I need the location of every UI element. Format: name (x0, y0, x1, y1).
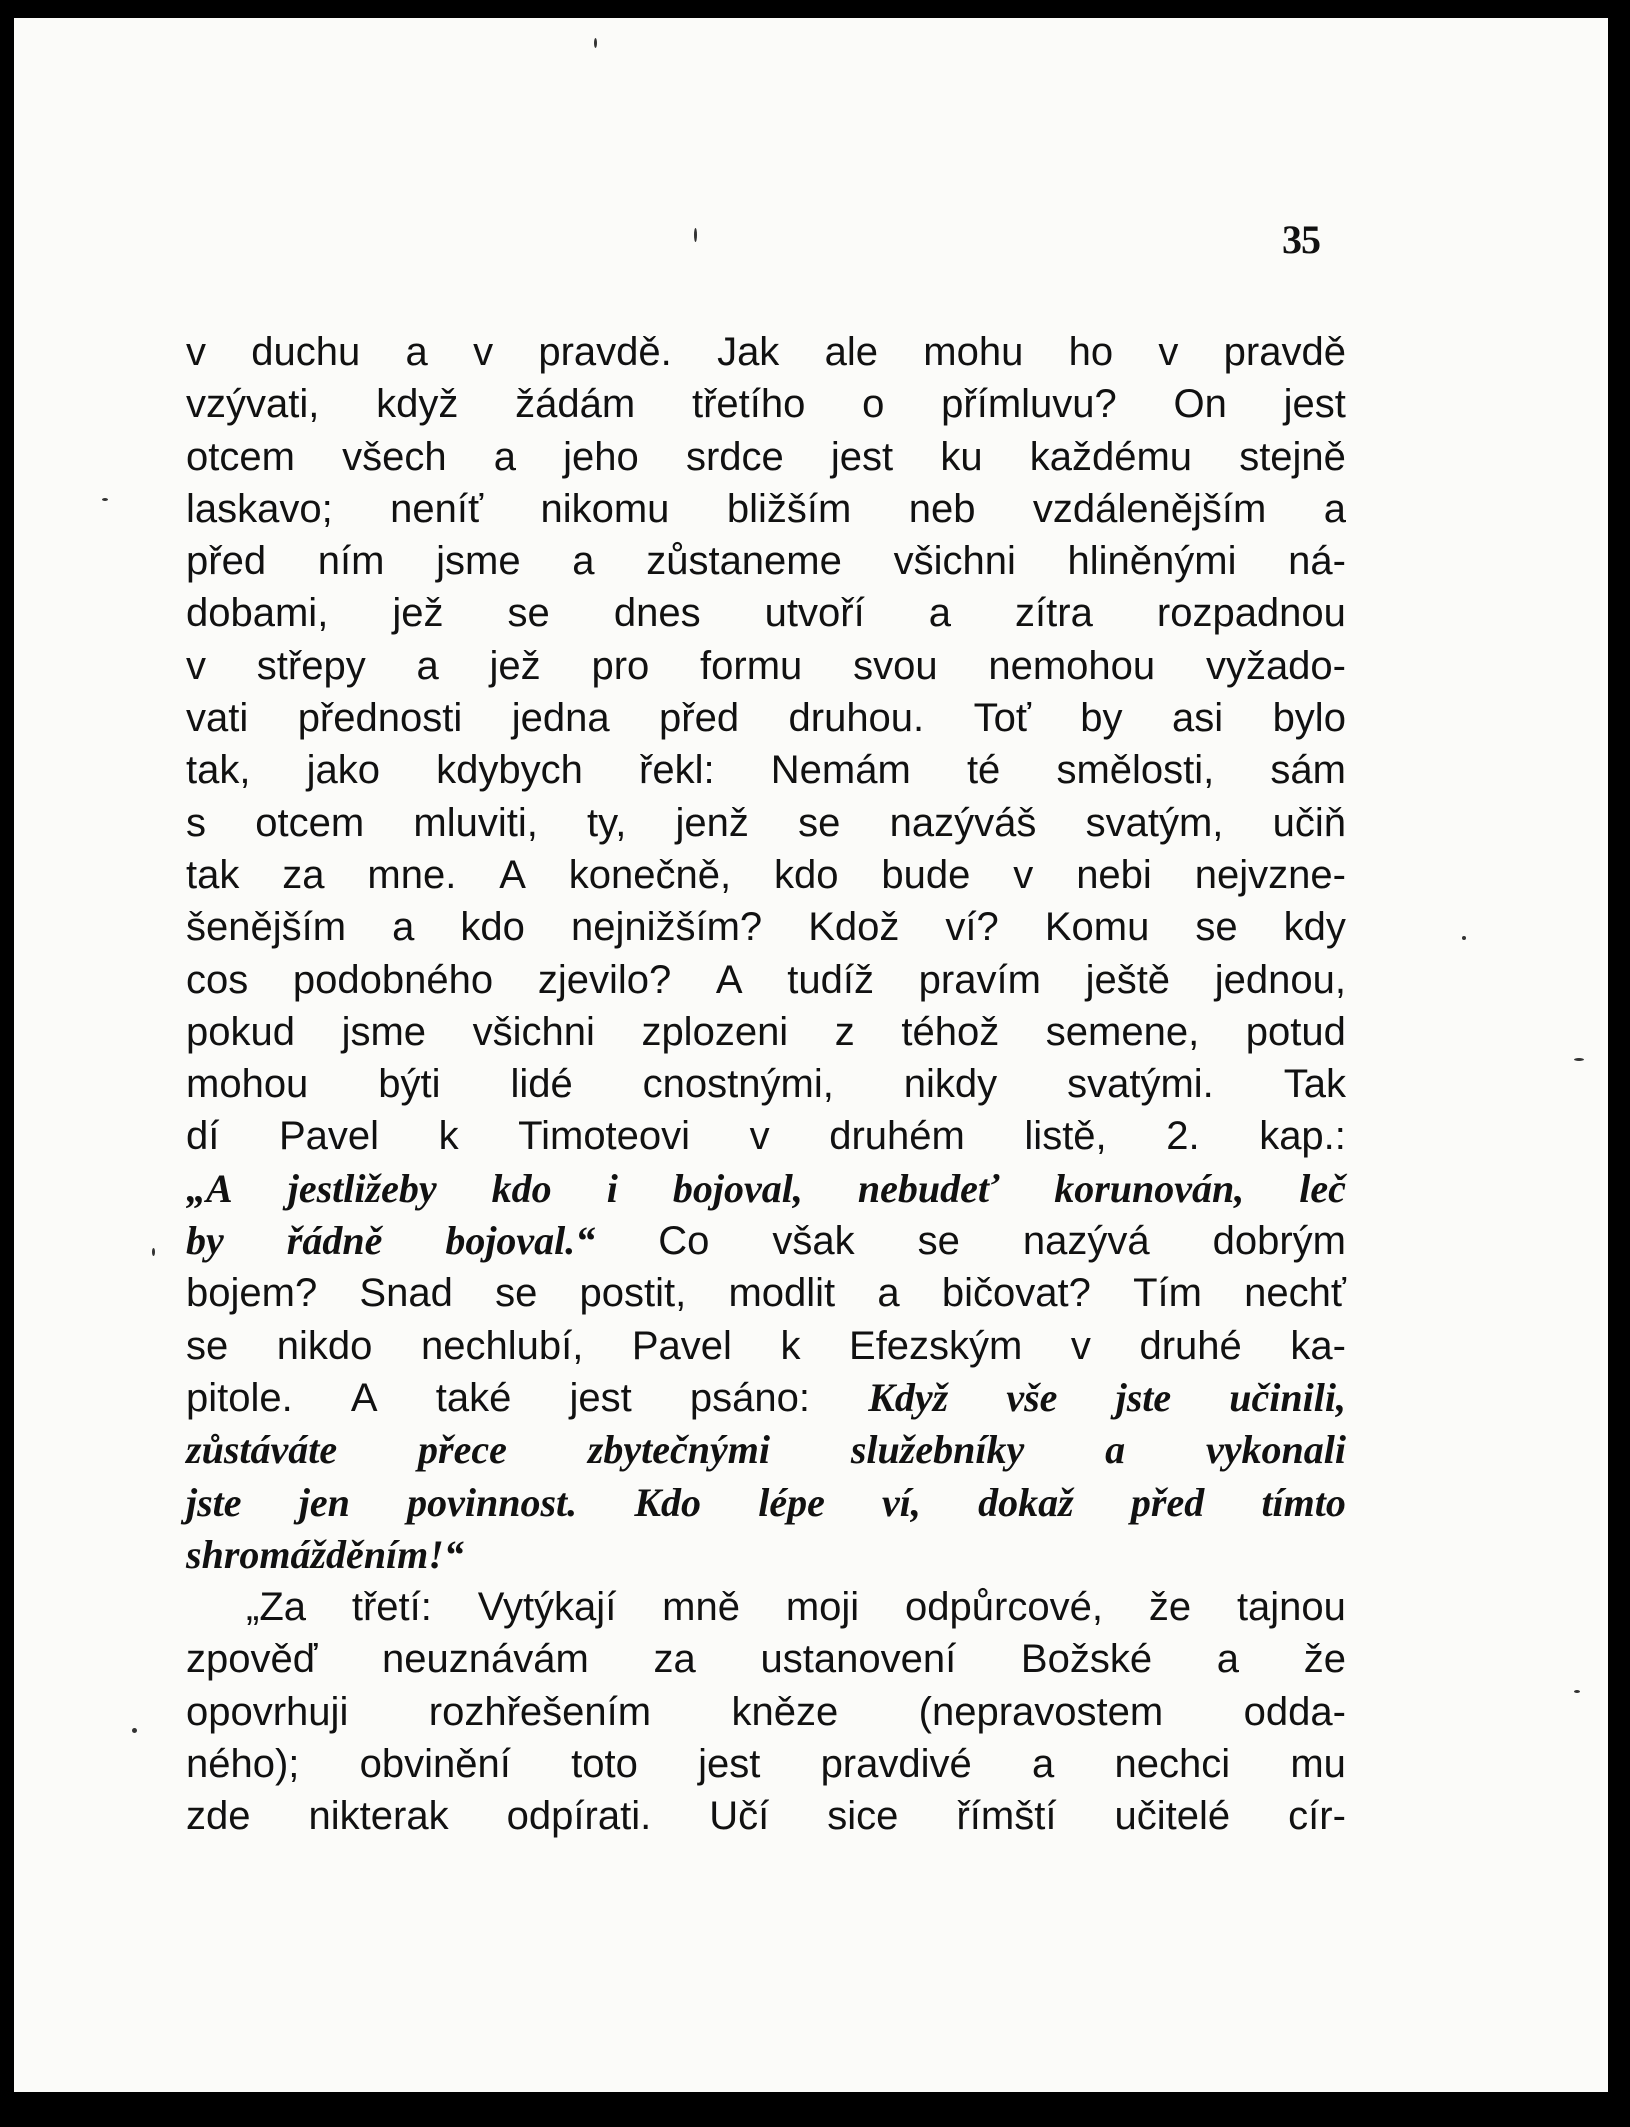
word: se (798, 800, 841, 845)
word: i (606, 1165, 618, 1211)
word: před (659, 696, 740, 741)
word: svatými. (1067, 1062, 1214, 1107)
word: A (499, 852, 526, 897)
word: toto (571, 1742, 638, 1787)
word: nebudeť (857, 1165, 1000, 1211)
word: pokud (186, 1009, 295, 1054)
word: svatým, (1085, 800, 1224, 845)
word: bude (881, 852, 971, 897)
scan-speck (132, 1728, 137, 1733)
word: cír- (1288, 1794, 1346, 1839)
word: ještě (1085, 957, 1171, 1002)
word: Efezským (849, 1323, 1023, 1368)
word: ty, (587, 800, 627, 845)
word: formu (700, 643, 803, 688)
word: a (405, 330, 428, 374)
word: „A (186, 1165, 233, 1211)
word: pitole. (186, 1375, 293, 1420)
word: dnes (613, 591, 701, 636)
text-line (186, 1424, 1346, 1476)
text-line (186, 1372, 1346, 1424)
word: před (186, 539, 267, 584)
word: asi (1171, 696, 1224, 741)
word: bojoval.“ (445, 1218, 596, 1264)
word: řekl: (639, 748, 715, 793)
word: neuznávám (382, 1637, 589, 1682)
word: nejvzne- (1194, 852, 1346, 897)
word: před (1130, 1479, 1205, 1525)
book-page (14, 18, 1608, 2092)
word: moji (785, 1585, 860, 1630)
word: s (186, 800, 206, 845)
word: třetí: (351, 1585, 432, 1630)
word: a (1323, 486, 1346, 531)
word: kdy (1283, 905, 1346, 950)
word: On (1173, 382, 1227, 427)
word: jest (830, 434, 894, 479)
word: jest (569, 1375, 632, 1420)
word: když (376, 382, 459, 427)
word: stejně (1239, 434, 1346, 479)
word: vykonali (1206, 1427, 1346, 1473)
text-line (186, 1738, 1346, 1790)
word: se (917, 1219, 960, 1264)
word: vyžado- (1205, 643, 1346, 688)
text-line (186, 954, 1346, 1006)
word: nechť (1244, 1271, 1346, 1316)
word: za (653, 1637, 696, 1682)
word: neb (908, 486, 976, 531)
word: služebníky (850, 1427, 1025, 1473)
word: utvoří (764, 591, 865, 636)
text-line (186, 797, 1346, 849)
word: ná- (1288, 539, 1346, 584)
word: se (1195, 905, 1238, 950)
text-line (186, 744, 1346, 796)
word: odpůrcové, (905, 1585, 1103, 1630)
text-line (186, 326, 1346, 378)
word: jestližeby (287, 1165, 437, 1211)
word: vzdálenějším (1032, 486, 1267, 531)
word: učiň (1272, 800, 1346, 845)
word: bičovat? (941, 1271, 1091, 1316)
word: římští (956, 1794, 1057, 1839)
word: listě, (1024, 1114, 1107, 1159)
word: dokaž (978, 1479, 1074, 1525)
text-line (186, 431, 1346, 483)
word: rozpadnou (1156, 591, 1346, 636)
word: „Za (246, 1585, 306, 1630)
word: dobami, (186, 591, 329, 636)
word: Toť (973, 696, 1031, 741)
word: zůstaneme (646, 539, 842, 584)
word: mluviti, (413, 800, 538, 845)
word: však (772, 1219, 855, 1264)
word: by (1080, 696, 1123, 741)
word: nemohou (988, 643, 1156, 688)
word: řádně (286, 1218, 383, 1264)
scan-speck (102, 498, 108, 501)
word: jen (298, 1479, 350, 1525)
word: shromážděním!“ (186, 1531, 464, 1577)
word: laskavo; (186, 486, 333, 531)
word: smělosti, (1056, 748, 1215, 793)
word: zpověď (186, 1637, 318, 1682)
word: by (186, 1218, 224, 1264)
word: svou (853, 643, 938, 688)
word: Tím (1133, 1271, 1202, 1316)
word: kdo (774, 852, 839, 897)
text-line (186, 1110, 1346, 1162)
word: bojoval, (672, 1165, 803, 1211)
word: v (1013, 852, 1034, 897)
word: ného); (186, 1742, 300, 1787)
word: leč (1299, 1165, 1346, 1211)
word: postit, (579, 1271, 687, 1316)
word: každému (1029, 434, 1193, 479)
text-line (186, 1320, 1346, 1372)
text-line (186, 1686, 1346, 1738)
word: učinili, (1229, 1374, 1346, 1420)
word: jsme (341, 1009, 427, 1054)
word: Snad (359, 1271, 453, 1316)
word: obvinění (359, 1742, 511, 1787)
word: zplozeni (641, 1009, 789, 1054)
word: a (392, 905, 415, 950)
word: Jak (717, 330, 780, 374)
word: povinnost. (407, 1479, 578, 1525)
body-text (186, 326, 1346, 1843)
word: a (1216, 1637, 1240, 1682)
word: v (749, 1114, 770, 1159)
word: jste (186, 1479, 242, 1525)
word: mu (1290, 1742, 1346, 1787)
word: ku (940, 434, 983, 479)
word: 2. (1166, 1114, 1200, 1159)
text-line (186, 901, 1346, 953)
word: a (928, 591, 951, 636)
scan-speck (1574, 1690, 1580, 1693)
word: kdybych (436, 748, 583, 793)
word: přímluvu? (941, 382, 1117, 427)
word: ním (317, 539, 385, 584)
word: vzývati, (186, 382, 320, 427)
word: semene, (1045, 1009, 1200, 1054)
word: mohu (923, 330, 1024, 374)
text-line (186, 535, 1346, 587)
word: lidé (510, 1062, 573, 1107)
word: opovrhuji (186, 1689, 349, 1734)
word: odda- (1243, 1689, 1346, 1734)
word: jedna (511, 696, 610, 741)
word: téhož (901, 1009, 1000, 1054)
page-number: 35 (1282, 217, 1320, 262)
word: Kdož (808, 905, 900, 950)
word: Když (868, 1374, 949, 1420)
word: v (186, 330, 206, 374)
word: Vytýkají (477, 1585, 617, 1630)
word: Pavel (631, 1323, 732, 1368)
word: ustanovení (760, 1637, 957, 1682)
scan-speck (1462, 936, 1466, 940)
word: odpírati. (506, 1794, 652, 1839)
word: že (1303, 1637, 1346, 1682)
word: pravdě. (538, 330, 672, 374)
word: psáno: (689, 1375, 811, 1420)
word: nazývá (1022, 1219, 1150, 1264)
word: ví, (882, 1479, 921, 1525)
word: korunován, (1054, 1165, 1245, 1211)
word: sám (1270, 748, 1346, 793)
word: Tak (1283, 1062, 1346, 1107)
word: otcem (255, 800, 365, 845)
word: tak, (186, 748, 251, 793)
text-line (186, 1006, 1346, 1058)
word: žádám (515, 382, 636, 427)
word: a (877, 1271, 900, 1316)
word: ka- (1290, 1323, 1346, 1368)
word: potud (1245, 1009, 1346, 1054)
word: učitelé (1114, 1794, 1231, 1839)
text-line (186, 1163, 1346, 1215)
text-line (186, 1529, 1346, 1581)
word: všichni (472, 1009, 595, 1054)
word: se (495, 1271, 538, 1316)
word: druhé (1139, 1323, 1242, 1368)
text-line (186, 849, 1346, 901)
word: se (507, 591, 550, 636)
text-line (186, 378, 1346, 430)
word: střepy (256, 643, 366, 688)
text-line (186, 640, 1346, 692)
word: Učí (709, 1794, 770, 1839)
word: druhou. (788, 696, 925, 741)
text-line (186, 1058, 1346, 1110)
word: tajnou (1236, 1585, 1346, 1630)
word: pravdě (1223, 330, 1346, 374)
word: zde (186, 1794, 251, 1839)
word: a (1032, 1742, 1055, 1787)
word: mně (662, 1585, 740, 1630)
word: srdce (685, 434, 784, 479)
word: nechci (1114, 1742, 1231, 1787)
word: bližším (726, 486, 852, 531)
word: šenějším (186, 905, 347, 950)
word: ale (824, 330, 878, 374)
word: Božské (1020, 1637, 1153, 1682)
word: té (966, 748, 1001, 793)
word: a (1105, 1427, 1126, 1473)
word: k (780, 1323, 801, 1368)
word: jest (698, 1742, 761, 1787)
word: nikdy (903, 1062, 998, 1107)
text-line (186, 1581, 1346, 1633)
word: nikdo (276, 1323, 373, 1368)
word: a (416, 643, 439, 688)
word: lépe (758, 1479, 825, 1525)
word: kněze (731, 1689, 839, 1734)
word: druhém (829, 1114, 965, 1159)
text-line (186, 692, 1346, 744)
word: nechlubí, (420, 1323, 584, 1368)
word: v (1070, 1323, 1091, 1368)
word: v (473, 330, 494, 374)
word: v (1158, 330, 1179, 374)
word: jenž (675, 800, 749, 845)
word: bylo (1272, 696, 1346, 741)
word: duchu (251, 330, 361, 374)
word: (nepravostem (918, 1689, 1164, 1734)
word: dobrým (1212, 1219, 1346, 1264)
word: tak (186, 852, 240, 897)
word: býti (378, 1062, 441, 1107)
word: konečně, (568, 852, 732, 897)
word: všech (342, 434, 447, 479)
word: dí (186, 1114, 220, 1159)
text-line (186, 1267, 1346, 1319)
word: se (186, 1323, 229, 1368)
word: jež (392, 591, 444, 636)
word: cos (186, 957, 249, 1002)
word: Kdo (634, 1479, 702, 1525)
word: Co (658, 1219, 710, 1264)
word: jest (1283, 382, 1346, 427)
word: a (572, 539, 595, 584)
word: jednou, (1214, 957, 1346, 1002)
word: pravím (918, 957, 1041, 1002)
text-line (186, 483, 1346, 535)
word: zjevilo? (537, 957, 672, 1002)
word: neníť (390, 486, 484, 531)
word: o (862, 382, 885, 427)
word: kdo (460, 905, 525, 950)
word: jste (1115, 1374, 1172, 1420)
word: a (493, 434, 516, 479)
word: otcem (186, 434, 295, 479)
scan-speck (152, 1248, 155, 1256)
word: tímto (1261, 1479, 1346, 1525)
word: Timoteovi (518, 1114, 691, 1159)
word: A (350, 1375, 378, 1420)
word: nikomu (540, 486, 670, 531)
word: nejnižším? (570, 905, 763, 950)
word: mne. (367, 852, 457, 897)
word: Nemám (770, 748, 911, 793)
scan-speck (694, 228, 697, 242)
word: bojem? (186, 1271, 318, 1316)
word: nikterak (308, 1794, 449, 1839)
word: ho (1068, 330, 1114, 374)
word: modlit (728, 1271, 836, 1316)
word: za (282, 852, 325, 897)
word: kap.: (1259, 1114, 1346, 1159)
word: mohou (186, 1062, 309, 1107)
word: pro (591, 643, 650, 688)
word: rozhřešením (428, 1689, 652, 1734)
word: vše (1006, 1374, 1058, 1420)
word: jeho (563, 434, 639, 479)
text-line (186, 587, 1346, 639)
word: ví? (945, 905, 999, 950)
text-line (186, 1215, 1346, 1267)
word: přece (418, 1427, 507, 1473)
word: podobného (292, 957, 494, 1002)
word: zítra (1015, 591, 1093, 636)
word: jako (306, 748, 381, 793)
word: Pavel (278, 1114, 379, 1159)
word: z (834, 1009, 855, 1054)
word: k (438, 1114, 459, 1159)
word: tudíž (787, 957, 874, 1002)
word: jež (489, 643, 541, 688)
word: zbytečnými (587, 1427, 770, 1473)
text-line (186, 1790, 1346, 1842)
word: pravdivé (820, 1742, 972, 1787)
word: hliněnými (1067, 539, 1237, 584)
word: A (715, 957, 743, 1002)
word: Komu (1044, 905, 1150, 950)
word: nebi (1076, 852, 1152, 897)
text-line (186, 1477, 1346, 1529)
word: nazýváš (889, 800, 1037, 845)
scan-speck (594, 38, 597, 48)
word: v (186, 643, 206, 688)
word: kdo (491, 1165, 552, 1211)
word: zůstáváte (186, 1427, 338, 1473)
word: přednosti (297, 696, 463, 741)
word: třetího (691, 382, 806, 427)
word: vati (186, 696, 249, 741)
word: sice (827, 1794, 899, 1839)
word: všichni (893, 539, 1016, 584)
text-line (186, 1633, 1346, 1685)
word: že (1148, 1585, 1192, 1630)
scan-speck (1574, 1058, 1584, 1061)
word: cnostnými, (642, 1062, 834, 1107)
word: jsme (436, 539, 521, 584)
word: také (435, 1375, 512, 1420)
